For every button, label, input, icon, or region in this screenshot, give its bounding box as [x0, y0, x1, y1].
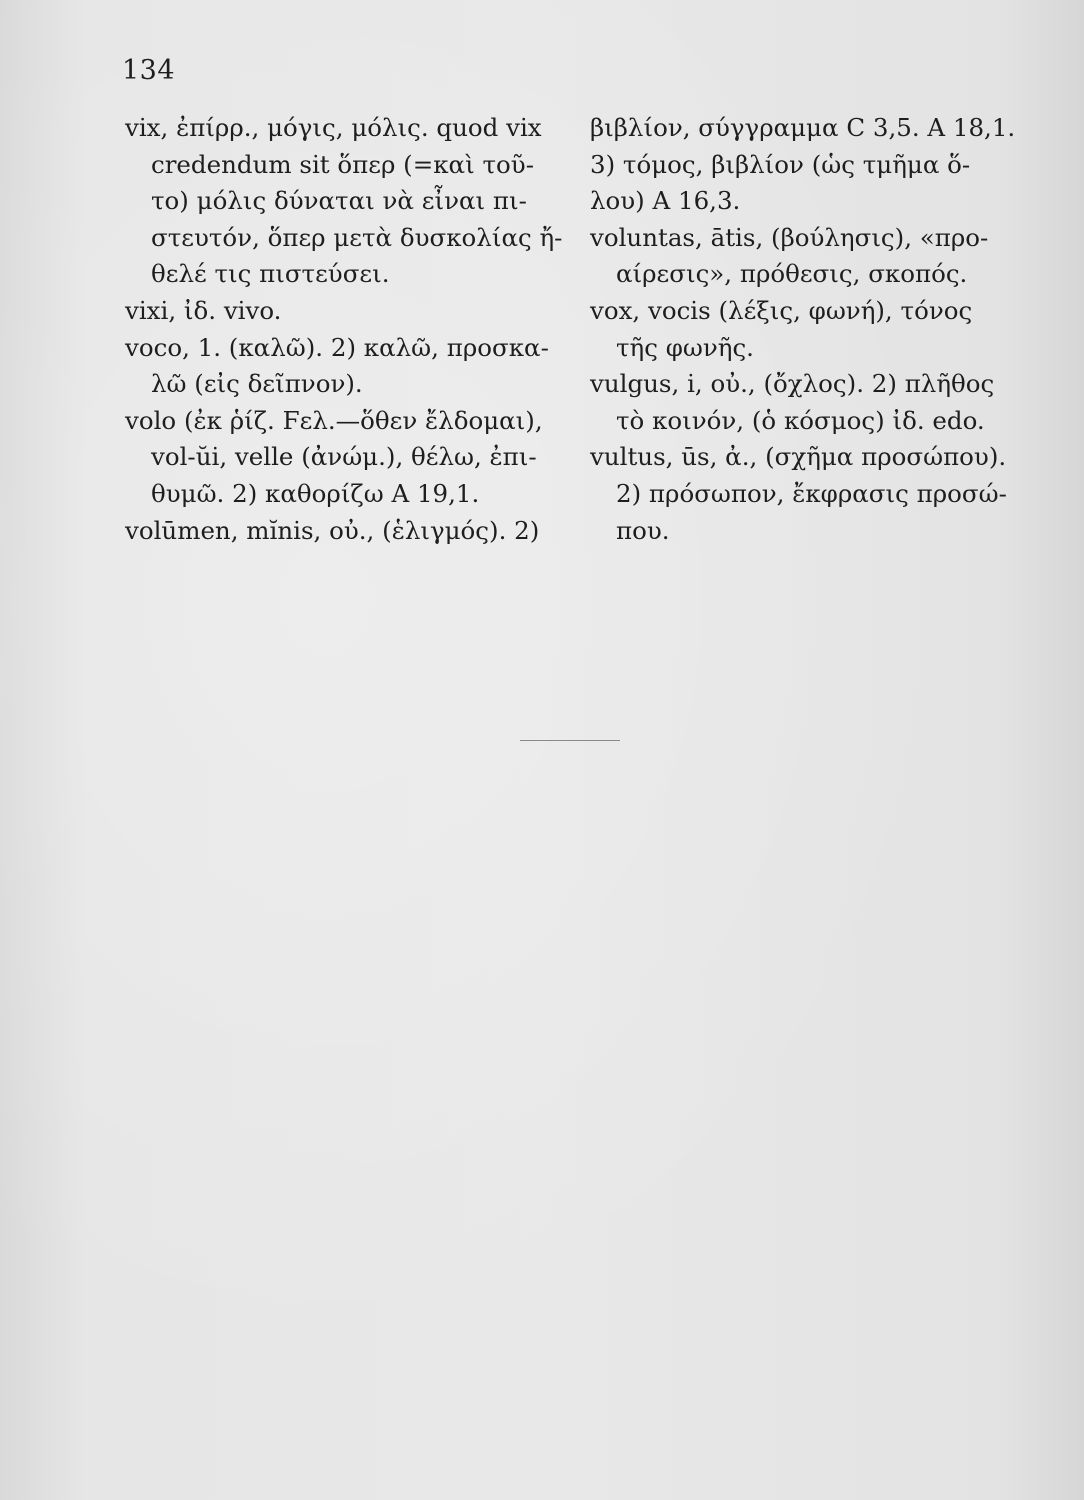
- entry-line: credendum sit ὅπερ (=καὶ τοῦ-: [151, 149, 534, 179]
- end-of-section-rule: [520, 740, 620, 741]
- entry-line: αίρεσις», πρόθεσις, σκοπός.: [616, 259, 968, 289]
- entry-line: vix, ἐπίρρ., μόγις, μόλις. quod vix: [125, 113, 542, 142]
- entry-line: που.: [616, 515, 670, 545]
- entry-line: το) μόλις δύναται νὰ εἶναι πι-: [151, 186, 527, 216]
- right-column: [590, 110, 1035, 549]
- entry-line: volo (ἐκ ῥίζ. Ϝελ.—ὅθεν ἔλδομαι),: [125, 405, 543, 435]
- entry-line: 3) τόμος, βιβλίον (ὡς τμῆμα ὅ-: [590, 149, 971, 179]
- entry-line: βιβλίον, σύγγραμμα C 3,5. A 18,1.: [590, 113, 1016, 142]
- entry-line: voco, 1. (καλῶ). 2) καλῶ, προσκα-: [125, 332, 549, 362]
- entry-line: λῶ (εἰς δεῖπνον).: [151, 369, 363, 399]
- entry-line: λου) A 16,3.: [590, 186, 741, 216]
- entry-line: volūmen, mĭnis, οὐ., (ἑλιγμός). 2): [125, 515, 540, 545]
- left-column: [125, 110, 565, 549]
- entry-line: τὸ κοινόν, (ὁ κόσμος) ἰδ. edo.: [616, 405, 985, 435]
- entry-line: vixi, ἰδ. vivo.: [125, 295, 282, 325]
- entry-line: vultus, ūs, ἀ., (σχῆμα προσώπου).: [590, 442, 1007, 472]
- entry-line: vulgus, i, οὐ., (ὄχλος). 2) πλῆθος: [590, 369, 995, 399]
- entry-line: vox, vocis (λέξις, φωνή), τόνος: [590, 295, 973, 325]
- entry-line: vol-ŭi, velle (ἀνώμ.), θέλω, ἐπι-: [151, 442, 537, 472]
- entry-line: voluntas, ātis, (βούλησις), «προ-: [590, 222, 989, 252]
- entry-line: θελέ τις πιστεύσει.: [151, 259, 390, 289]
- entry-line: θυμῶ. 2) καθορίζω Α 19,1.: [151, 478, 480, 508]
- entry-line: τῆς φωνῆς.: [616, 332, 754, 362]
- entry-line: στευτόν, ὅπερ μετὰ δυσκολίας ἤ-: [151, 222, 563, 252]
- page-number: 134: [122, 55, 176, 86]
- entry-line: 2) πρόσωπον, ἔκφρασις προσώ-: [616, 478, 1007, 508]
